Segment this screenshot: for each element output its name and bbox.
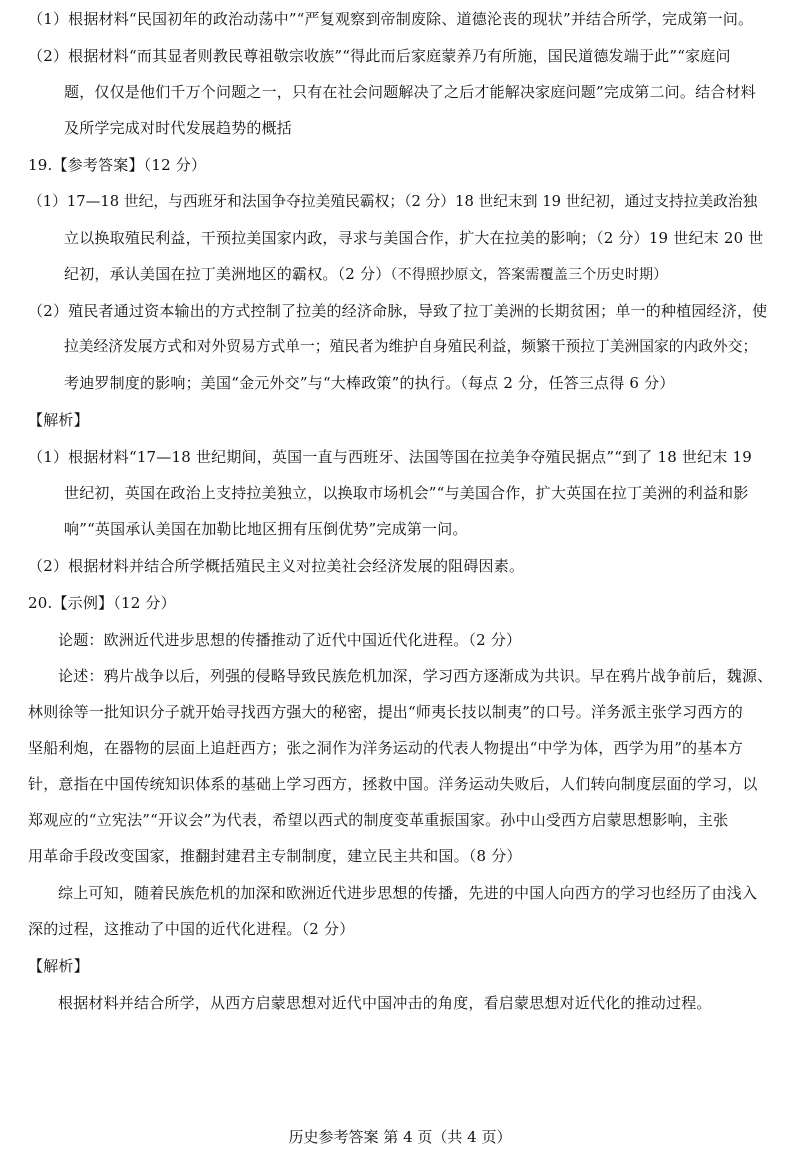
q18-analysis-p2-line1: （2）根据材料“而其显者则教民尊祖敬宗收族”“得此而后家庭蒙养乃有所施，国民道德发端于此”“家庭问 <box>28 47 731 65</box>
q19-answer2-line2: 拉美经济发展方式和对外贸易方式单一；殖民者为维护自身殖民利益，频繁干预拉丁美洲国家的内政外交； <box>64 338 758 355</box>
q20-thesis: 论题：欧洲近代进步思想的传播推动了近代中国近代化进程。（2 分） <box>58 631 522 649</box>
q19-answer2-line1: （2）殖民者通过资本输出的方式控制了拉美的经济命脉，导致了拉丁美洲的长期贫困；单一的种植园经济，使 <box>28 302 768 320</box>
q20-analysis-label: 【解析】 <box>28 957 89 975</box>
q19-analysis-label: 【解析】 <box>28 411 89 429</box>
q20-argument-line3: 坚船利炮，在器物的层面上追赶西方；张之洞作为洋务运动的代表人物提出“中学为体，西学为用”的基本方 <box>28 739 743 757</box>
q19-answer2-line3: 考迪罗制度的影响；美国“金元外交”与“大棒政策”的执行。（每点 2 分，任答三点得 6 分） <box>64 374 675 392</box>
q20-argument-line4: 针，意指在中国传统知识体系的基础上学习西方，拯救中国。洋务运动失败后，人们转向制度层面的学习，以 <box>28 775 758 793</box>
q19-header: 19.【参考答案】（12 分） <box>28 156 207 174</box>
q18-analysis-p1: （1）根据材料“民国初年的政治动荡中”“严复观察到帝制废除、道德沦丧的现状”并结合所学，完成第一问。 <box>28 10 754 28</box>
page-footer: 历史参考答案 第 4 页（共 4 页） <box>288 1128 512 1146</box>
q18-analysis-p2-line3: 及所学完成对时代发展趋势的概括 <box>64 119 293 137</box>
q20-argument-line6: 用革命手段改变国家，推翻封建君主专制制度，建立民主共和国。（8 分） <box>28 847 522 865</box>
q20-conclusion-line2: 深的过程，这推动了中国的近代化进程。（2 分） <box>28 920 355 938</box>
q20-conclusion-line1: 综上可知，随着民族危机的加深和欧洲近代进步思想的传播，先进的中国人向西方的学习也经历了由浅入 <box>58 884 758 902</box>
q20-analysis: 根据材料并结合所学，从西方启蒙思想对近代中国冲击的角度，看启蒙思想对近代化的推动过程。 <box>58 994 712 1012</box>
q19-answer1-line2: 立以换取殖民利益，干预拉美国家内政，寻求与美国合作，扩大在拉美的影响；（2 分）19 世纪末 20 世 <box>64 229 764 247</box>
q19-analysis1-line1: （1）根据材料“17—18 世纪期间，英国一直与西班牙、法国等国在拉美争夺殖民据点”“到了 18 世纪末 19 <box>28 448 752 466</box>
q19-answer1-line3-text: 纪初，承认美国在拉丁美洲地区的霸权。（2 分） <box>64 265 391 283</box>
q19-analysis1-line2: 世纪初，英国在政治上支持拉美独立，以换取市场机会”“与美国合作，扩大英国在拉丁美洲的利益和影 <box>64 484 749 502</box>
q20-argument-line2: 林则徐等一批知识分子就开始寻找西方强大的秘密，提出“师夷长技以制夷”的口号。洋务派主张学习西方的 <box>28 703 743 721</box>
q19-answer1-note: （不得照抄原文，答案需覆盖三个历史时期） <box>390 267 668 283</box>
q19-analysis2: （2）根据材料并结合所学概括殖民主义对拉美社会经济发展的阻碍因素。 <box>28 557 525 575</box>
q20-header: 20.【示例】（12 分） <box>28 594 176 612</box>
q20-argument-line5: 郑观应的“立宪法”“开议会”为代表，希望以西式的制度变革重振国家。孙中山受西方启蒙思想影响，主张 <box>28 811 729 829</box>
q18-analysis-p2-line2: 题，仅仅是他们千万个问题之一，只有在社会问题解决了之后才能解决家庭问题”完成第二问。结合材料 <box>64 83 756 101</box>
q20-argument-line1: 论述：鸦片战争以后，列强的侵略导致民族危机加深，学习西方逐渐成为共识。早在鸦片战争前后，魏源、 <box>58 667 773 685</box>
q19-answer1-line1: （1）17—18 世纪，与西班牙和法国争夺拉美殖民霸权；（2 分）18 世纪末到 19 世纪初，通过支持拉美政治独 <box>28 193 758 210</box>
q19-analysis1-line3: 响”“英国承认美国在加勒比地区拥有压倒优势”完成第一问。 <box>64 520 468 538</box>
q19-answer1-line3 <box>64 264 667 285</box>
